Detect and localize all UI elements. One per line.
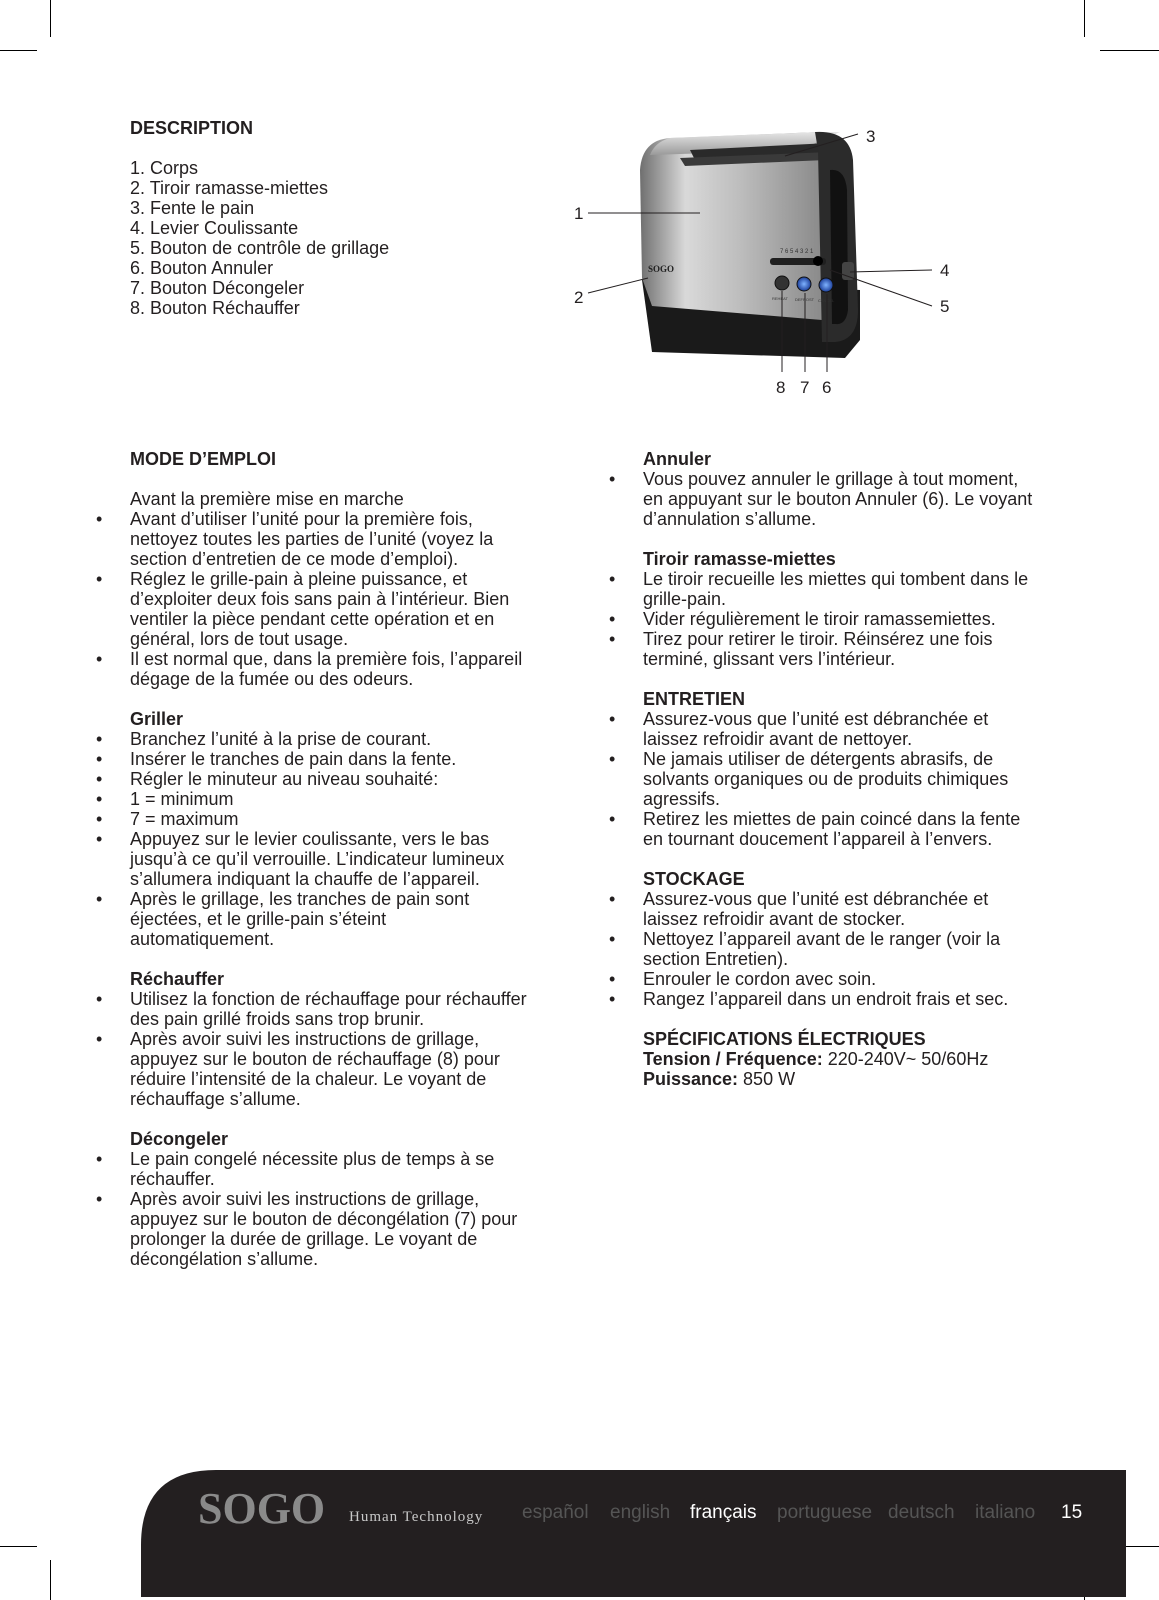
defrost-button (797, 277, 811, 291)
entretien-list (643, 709, 1043, 849)
lang-link-portuguese[interactable]: portuguese (777, 1502, 873, 1523)
crop-mark (50, 0, 51, 37)
list-item: • Utilisez la fonction de réchauffage pour réchauffer des pain grillé froids sans trop brunir. (130, 989, 530, 1029)
parts-list (130, 158, 550, 318)
callout-label: 5 (940, 297, 950, 316)
list-item: • Il est normal que, dans la première fois, l’appareil dégage de la fumée ou des odeurs. (130, 649, 530, 689)
description-heading: DESCRIPTION (130, 118, 254, 138)
list-item: • Le pain congelé nécessite plus de temps à se réchauffer. (130, 1149, 530, 1189)
tiroir-heading: Tiroir ramasse-miettes (643, 549, 836, 569)
crop-mark (0, 1546, 37, 1547)
list-item: • Appuyez sur le levier coulissante, vers le bas jusqu’à ce qu’il verrouille. L’indicateur lumineux s’allumera indiquant la chauffe de l’appareil. (130, 829, 530, 889)
callout-label: 8 (776, 378, 786, 397)
footer-tagline: Human Technology (349, 1509, 484, 1525)
list-item: • Ne jamais utiliser de détergents abrasifs, de solvants organiques ou de produits chimiques agressifs. (643, 749, 1043, 809)
button-label: CANCEL (818, 298, 835, 303)
callout-label: 1 (574, 204, 584, 223)
tension-value: 220-240V~ 50/60Hz (822, 1049, 989, 1069)
specs-heading: SPÉCIFICATIONS ÉLECTRIQUES (643, 1029, 926, 1049)
callout-label: 6 (822, 378, 832, 397)
mode-section (130, 449, 530, 1269)
list-item: • Retirez les miettes de pain coincé dans la fente en tournant doucement l’appareil à l’envers. (643, 809, 1043, 849)
list-item: • Tirez pour retirer le tiroir. Réinsérez une fois terminé, glissant vers l’intérieur. (643, 629, 1043, 669)
list-item: • Assurez-vous que l’unité est débranchée et laissez refroidir avant de nettoyer. (643, 709, 1043, 749)
list-item: • Le tiroir recueille les miettes qui tombent dans le grille-pain. (643, 569, 1043, 609)
callout-label: 3 (866, 127, 876, 146)
list-item: • Vous pouvez annuler le grillage à tout moment, en appuyant sur le bouton Annuler (6). Le voyant d’annulation s’allume. (643, 469, 1043, 529)
callout-label: 2 (574, 288, 584, 307)
toaster-brand: SOGO (648, 264, 675, 274)
crop-mark (1100, 50, 1159, 51)
page-number: 15 (1061, 1502, 1083, 1523)
lang-link-italiano[interactable]: italiano (975, 1502, 1036, 1523)
parts-list-item: 1. Corps (130, 158, 199, 178)
parts-list-item: 6. Bouton Annuler (130, 258, 274, 278)
list-item: • Avant d’utiliser l’unité pour la première fois, nettoyez toutes les parties de l’unité (voyez la section d’entretien de ce mode d’emploi). (130, 509, 530, 569)
annuler-heading: Annuler (643, 449, 712, 469)
rechauffer-heading: Réchauffer (130, 969, 225, 989)
first-use-title: Avant la première mise en marche (130, 489, 404, 509)
tension-label: Tension / Fréquence: (643, 1049, 823, 1069)
lang-link-espanol[interactable]: español (522, 1502, 589, 1523)
specs-power (643, 1069, 1043, 1089)
button-label: REHEAT (772, 296, 788, 301)
description-section (130, 118, 550, 318)
parts-list-item: 4. Levier Coulissante (130, 218, 299, 238)
decongeler-heading: Décongeler (130, 1129, 229, 1149)
crop-mark (50, 1560, 51, 1600)
list-item: • Branchez l’unité à la prise de courant. (130, 729, 530, 749)
list-item: • Nettoyez l’appareil avant de le ranger (voir la section Entretien). (643, 929, 1043, 969)
list-item: • Après avoir suivi les instructions de grillage, appuyez sur le bouton de réchauffage (8) pour réduire l’intensité de la chaleur. Le voyant de réchauffage s’allume. (130, 1029, 530, 1109)
list-item: • Régler le minuteur au niveau souhaité: (130, 769, 530, 789)
tiroir-list (643, 569, 1043, 669)
entretien-heading: ENTRETIEN (643, 689, 746, 709)
stockage-heading: STOCKAGE (643, 869, 745, 889)
first-use-list (130, 509, 530, 689)
right-column (643, 449, 1043, 1089)
parts-list-item: 7. Bouton Décongeler (130, 278, 305, 298)
reheat-button (775, 276, 789, 290)
power-value: 850 W (738, 1069, 796, 1089)
list-item: • Après avoir suivi les instructions de grillage, appuyez sur le bouton de décongélation (7) pour prolonger la durée de grillage. Le voyant de décongélation s’allume. (130, 1189, 530, 1269)
slide-lever (842, 262, 854, 280)
parts-list-item: 2. Tiroir ramasse-miettes (130, 178, 329, 198)
griller-list (130, 729, 530, 949)
list-item: • 7 = maximum (130, 809, 530, 829)
cancel-button (819, 278, 833, 292)
lang-link-english[interactable]: english (610, 1502, 671, 1523)
griller-heading: Griller (130, 709, 184, 729)
power-label: Puissance: (643, 1069, 739, 1089)
list-item: • Insérer le tranches de pain dans la fente. (130, 749, 530, 769)
rechauffer-list (130, 989, 530, 1109)
parts-list-item: 8. Bouton Réchauffer (130, 298, 300, 318)
list-item: • Réglez le grille-pain à pleine puissance, et d’exploiter deux fois sans pain à l’intérieur. Bien ventiler la pièce pendant cette opération et en général, lors de tout usage. (130, 569, 530, 649)
list-item: • Enrouler le cordon avec soin. (643, 969, 1043, 989)
callout-label: 7 (800, 378, 810, 397)
list-item: • Rangez l’appareil dans un endroit frais et sec. (643, 989, 1043, 1009)
list-item: • 1 = minimum (130, 789, 530, 809)
lang-link-deutsch[interactable]: deutsch (888, 1502, 955, 1523)
mode-heading: MODE D’EMPLOI (130, 449, 277, 469)
crop-mark (0, 50, 37, 51)
stockage-list (643, 889, 1043, 1009)
toaster-diagram (560, 110, 990, 410)
button-label: DEFROST (795, 297, 815, 302)
lang-link-francais[interactable]: français (690, 1502, 757, 1523)
crop-mark (1084, 0, 1085, 37)
parts-list-item: 3. Fente le pain (130, 198, 255, 218)
parts-list-item: 5. Bouton de contrôle de grillage (130, 238, 390, 258)
list-item: • Vider régulièrement le tiroir ramassemiettes. (643, 609, 1043, 629)
specs-tension (643, 1049, 1043, 1069)
annuler-list (643, 469, 1043, 529)
list-item: • Assurez-vous que l’unité est débranchée et laissez refroidir avant de stocker. (643, 889, 1043, 929)
dial-numbers: 7 6 5 4 3 2 1 (780, 249, 814, 255)
list-item: • Après le grillage, les tranches de pain sont éjectées, et le grille-pain s’éteint automatiquement. (130, 889, 530, 949)
footer-brand: SOGO (198, 1484, 326, 1533)
decongeler-list (130, 1149, 530, 1269)
callout-label: 4 (940, 261, 950, 280)
